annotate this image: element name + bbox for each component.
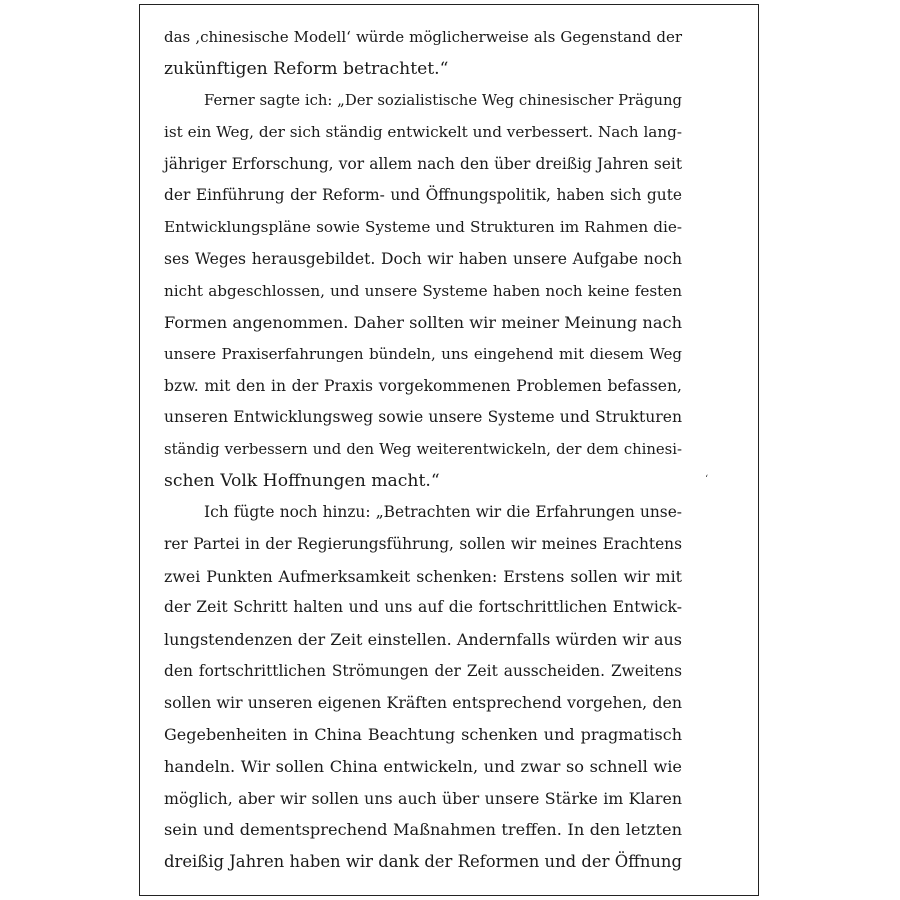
text-line: zwei Punkten Aufmerksamkeit schenken: Erstens sollen wir mit <box>164 566 682 586</box>
text-line: Ferner sagte ich: „Der sozialistische Weg chinesischer Prägung <box>204 92 682 110</box>
text-line: jähriger Erforschung, vor allem nach den über dreißig Jahren seit <box>164 154 682 173</box>
text-line: dreißig Jahren haben wir dank der Reformen und der Öffnung <box>164 851 682 871</box>
text-line: der Einführung der Reform- und Öffnungspolitik, haben sich gute <box>164 186 682 205</box>
text-line: schen Volk Hoffnungen macht.“ <box>164 470 440 491</box>
text-line: ses Weges herausgebildet. Doch wir haben unsere Aufgabe noch <box>164 249 682 268</box>
text-line: unsere Praxiserfahrungen bündeln, uns eingehend mit diesem Weg <box>164 344 682 363</box>
text-line: den fortschrittlichen Strömungen der Zeit ausscheiden. Zweitens <box>164 661 682 680</box>
text-line: nicht abgeschlossen, und unsere Systeme haben noch keine festen <box>164 281 682 300</box>
text-line: rer Partei in der Regierungsführung, sollen wir meines Erachtens <box>164 535 682 553</box>
body-text <box>164 22 682 878</box>
text-line: zukünftigen Reform betrachtet.“ <box>164 58 449 79</box>
text-line: handeln. Wir sollen China entwickeln, und zwar so schnell wie <box>164 756 682 776</box>
text-line: Formen angenommen. Daher sollten wir meiner Meinung nach <box>164 313 682 333</box>
text-line: möglich, aber wir sollen uns auch über unsere Stärke im Klaren <box>164 788 682 808</box>
text-line: Ich fügte noch hinzu: „Betrachten wir die Erfahrungen unse- <box>204 503 682 522</box>
text-line: lungstendenzen der Zeit einstellen. Andernfalls würden wir aus <box>164 630 682 650</box>
text-line: sein und dementsprechend Maßnahmen treffen. In den letzten <box>164 820 682 840</box>
text-line: Entwicklungspläne sowie Systeme und Strukturen im Rahmen die- <box>164 218 682 237</box>
text-line: ständig verbessern und den Weg weiterentwickeln, der dem chinesi- <box>164 440 682 458</box>
text-line: das ‚chinesische Modell‘ würde möglicherweise als Gegenstand der <box>164 28 682 46</box>
text-line: ist ein Weg, der sich ständig entwickelt und verbessert. Nach lang- <box>164 123 682 142</box>
text-line: Gegebenheiten in China Beachtung schenken und pragmatisch <box>164 725 682 745</box>
text-line: der Zeit Schritt halten und uns auf die fortschrittlichen Entwick- <box>164 598 682 617</box>
text-line: sollen wir unseren eigenen Kräften entsprechend vorgehen, den <box>164 693 682 713</box>
text-line: bzw. mit den in der Praxis vorgekommenen Problemen befassen, <box>164 376 682 395</box>
margin-mark: ‘ <box>705 474 709 485</box>
text-line: unseren Entwicklungsweg sowie unsere Systeme und Strukturen <box>164 408 682 427</box>
